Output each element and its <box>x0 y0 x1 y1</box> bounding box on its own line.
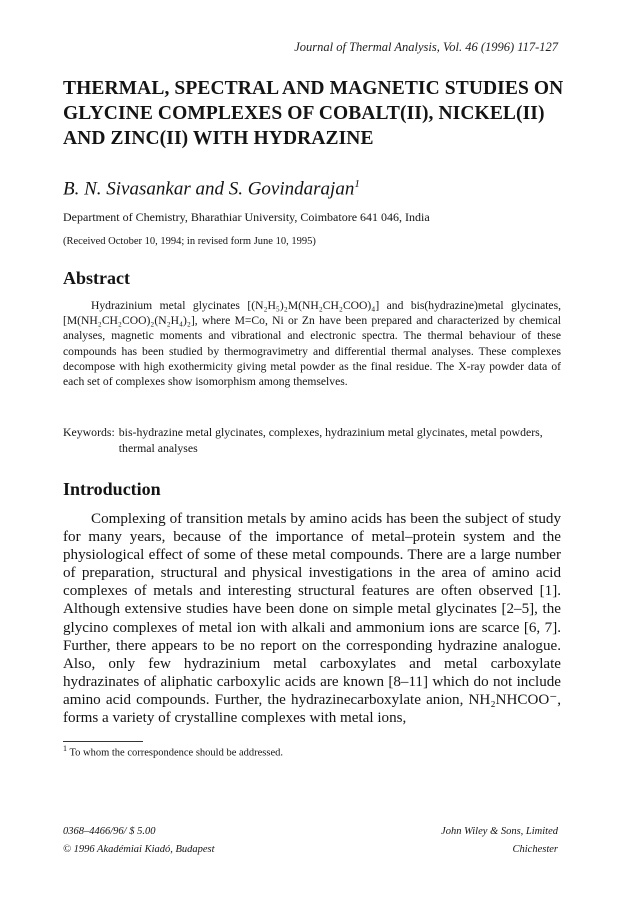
footnote-text: To whom the correspondence should be addressed. <box>69 747 284 759</box>
publisher-city: Chichester <box>512 844 558 855</box>
received-dates: (Received October 10, 1994; in revised form June 10, 1995) <box>63 236 316 247</box>
footnote-mark: 1 <box>63 744 67 753</box>
publisher-name: John Wiley & Sons, Limited <box>441 826 558 837</box>
keywords-label: Keywords: <box>63 425 115 439</box>
author-footnote-mark: 1 <box>354 178 360 190</box>
abstract-heading: Abstract <box>63 268 130 288</box>
footnote <box>63 744 283 759</box>
title-line-2: GLYCINE COMPLEXES OF COBALT(II), NICKEL(II) <box>63 103 545 124</box>
journal-citation: Journal of Thermal Analysis, Vol. 46 (1996) 117-127 <box>294 40 558 54</box>
issn-price: 0368–4466/96/ $ 5.00 <box>63 826 156 837</box>
author-list <box>63 178 360 200</box>
keywords-block <box>63 424 561 456</box>
title-line-3: AND ZINC(II) WITH HYDRAZINE <box>63 128 374 149</box>
copyright-line: © 1996 Akadémiai Kiadó, Budapest <box>63 844 215 855</box>
footer-right <box>441 823 558 859</box>
abstract-body: Hydrazinium metal glycinates [(N₂H₅)₂M(NH₂CH₂COO)₄] and bis(hydrazine)metal glycinates, [M(NH₂CH₂COO)₂(N₂H₄)₂], where M=Co, Ni or Zn have been prepared and characterized by chemical analyses, magnetic moments and vibrational and electronic spectra. The thermal behaviour of these compounds has been studied by thermogravimetry and differential thermal analyses. These complexes decompose with high exothermicity giving metal powder as the final residue. The X-ray powder data of each set of complexes show isomorphism among themselves. <box>63 299 561 389</box>
title-line-1: THERMAL, SPECTRAL AND MAGNETIC STUDIES ON <box>63 78 564 99</box>
article-title <box>63 76 583 151</box>
authors-text: B. N. Sivasankar and S. Govindarajan <box>63 178 355 200</box>
introduction-body: Complexing of transition metals by amino acids has been the subject of study for many years, because of the importance of metal–protein system and the physiological effect of some of these metal compounds. There are a large number of preparation, structural and physical investigations in the area of amino acid complexes of metals and interesting structural features are often observed [1]. Although extensive studies have been done on simple metal glycinates [2–5], the glycino complexes of metal ion with alkali and ammonium ions are scarce [6, 7]. Further, there appears to be no report on the corresponding hydrazine analogue. Also, only few hydrazinium metal carboxylates and metal carboxylate hydrazinates of aliphatic carboxylic acids are known [8–11] which do not include amino acid compounds. Further, the hydrazinecarboxylate anion, NH₂NHCOO⁻, forms a variety of crystalline complexes with metal ions, <box>63 511 561 727</box>
keywords-list: bis-hydrazine metal glycinates, complexes, hydrazinium metal glycinates, metal powders, thermal analyses <box>118 425 543 455</box>
introduction-heading: Introduction <box>63 479 161 499</box>
affiliation: Department of Chemistry, Bharathiar University, Coimbatore 641 046, India <box>63 210 430 224</box>
footnote-divider <box>63 741 143 742</box>
footer-left <box>63 823 215 859</box>
